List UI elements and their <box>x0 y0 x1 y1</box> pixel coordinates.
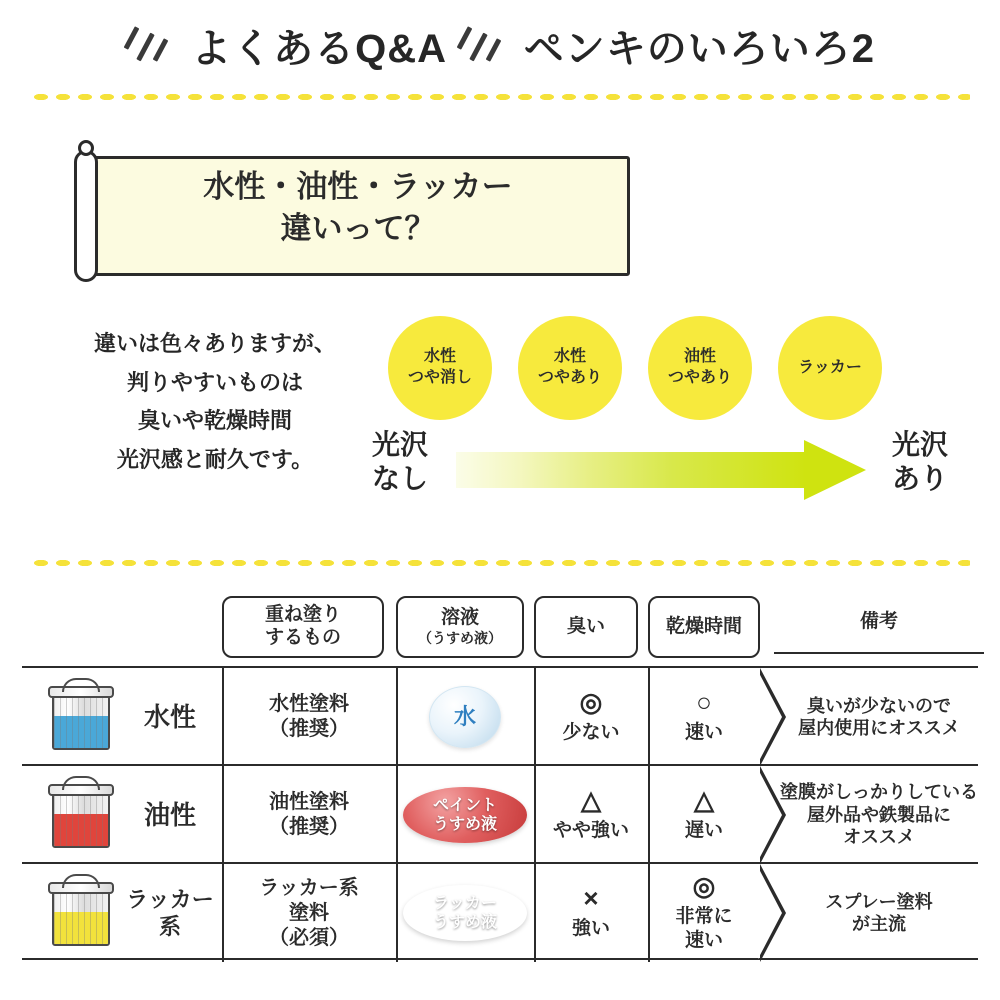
dry-mark-icon: △ <box>694 785 714 816</box>
row-0-dry-text: 速い <box>684 722 723 744</box>
explanation-line4: 光沢感と耐久です。 <box>116 446 314 472</box>
row-2-overcoat-line3: （必須） <box>269 926 349 949</box>
explanation-line1: 違いは色々ありますが、 <box>93 331 336 356</box>
row-0-overcoat-line2: （推奨） <box>269 718 349 740</box>
row-label: ラッカー系 <box>126 886 214 939</box>
table-header-solvent <box>396 596 524 658</box>
row-2-solvent-line2: うすめ液 <box>432 914 497 931</box>
table-header-row <box>22 596 978 666</box>
row-0-overcoat-line1: 水性塗料 <box>269 693 349 715</box>
row-remarks <box>774 864 984 962</box>
gloss-circle-0-line1: 水性 <box>423 348 456 366</box>
header-1-line1: 溶液 <box>440 607 479 629</box>
row-2-overcoat-line1: ラッカー系 <box>259 876 359 899</box>
gloss-arrow-head-icon <box>804 440 866 500</box>
header-0-line1: 重ね塗り <box>264 604 341 626</box>
row-0-remarks-line2: 屋内使用にオススメ <box>798 718 960 738</box>
gloss-circle-1-line2: つやあり <box>537 369 602 386</box>
row-label: 油性 <box>143 799 196 830</box>
explanation-line3: 臭いや乾燥時間 <box>137 408 292 433</box>
slash-decoration-icon <box>125 24 179 78</box>
row-2-dry-line1: 非常に <box>675 906 733 928</box>
gloss-left-line2: なし <box>371 462 428 494</box>
row-1-solvent-line1: ペイント <box>432 796 497 814</box>
header-3-line1: 乾燥時間 <box>665 615 742 637</box>
gloss-circle-0-line2: つや消し <box>407 369 472 386</box>
row-0-solvent-label: 水 <box>453 704 476 730</box>
scroll-banner <box>38 150 638 282</box>
remarks-underline <box>774 652 984 654</box>
paint-thinner-blob-icon <box>403 787 527 843</box>
table-row <box>22 666 978 764</box>
row-smell <box>534 864 648 962</box>
row-1-remarks-line3: オススメ <box>843 827 915 848</box>
row-overcoat <box>222 766 396 864</box>
gloss-right-line1: 光沢 <box>891 429 948 460</box>
gloss-gradient-bar <box>456 452 806 488</box>
row-2-overcoat-line2: 塗料 <box>289 901 329 924</box>
scroll-knob-icon <box>78 140 94 156</box>
smell-mark-icon: × <box>583 883 599 914</box>
row-1-smell-text: やや強い <box>552 820 629 842</box>
gloss-right-line2: あり <box>891 462 948 494</box>
explanation-line2: 判りやすいものは <box>126 369 303 395</box>
row-drytime <box>648 668 760 766</box>
scroll-banner-line1: 水性・油性・ラッカー <box>203 169 513 204</box>
header-title-left: よくあるQ&A <box>191 26 446 71</box>
slash-decoration-icon-2 <box>458 24 512 78</box>
gloss-label-none <box>352 428 448 495</box>
row-drytime <box>648 766 760 864</box>
row-remarks <box>774 766 984 864</box>
row-1-overcoat-line2: （推奨） <box>269 816 349 838</box>
row-smell <box>534 766 648 864</box>
scroll-banner-text <box>98 166 618 250</box>
row-1-dry-text: 遅い <box>684 820 723 842</box>
row-remarks <box>774 668 984 766</box>
paint-can-icon <box>48 780 114 850</box>
row-solvent <box>396 766 534 864</box>
gloss-circle-water-gloss <box>518 316 622 420</box>
table-row <box>22 862 978 960</box>
header-1-line2: （うすめ液） <box>418 630 502 646</box>
page-title <box>125 17 875 78</box>
smell-mark-icon: △ <box>581 785 601 816</box>
row-1-solvent-line2: うすめ液 <box>432 816 497 833</box>
row-2-dry-line2: 速い <box>684 930 723 951</box>
header-title-right: ペンキのいろいろ2 <box>523 26 876 71</box>
divider-top <box>30 92 970 102</box>
row-2-smell-text: 強い <box>571 918 610 940</box>
paint-can-icon <box>48 682 114 752</box>
table-header-smell <box>534 596 638 658</box>
gloss-circle-lacquer <box>778 316 882 420</box>
lacquer-thinner-blob-icon <box>403 885 527 941</box>
table-row <box>22 764 978 862</box>
row-solvent <box>396 668 534 766</box>
table-header-drytime <box>648 596 760 658</box>
dry-mark-icon: ◎ <box>692 871 716 902</box>
row-label: 水性 <box>143 701 196 732</box>
gloss-circle-2-line1: 油性 <box>683 348 716 366</box>
explanation-text <box>70 325 360 479</box>
row-1-remarks-line2: 屋外品や鉄製品に <box>807 804 951 825</box>
row-1-overcoat-line1: 油性塗料 <box>269 791 349 813</box>
gloss-circle-3-line1: ラッカー <box>798 358 862 376</box>
scroll-banner-line2: 違いって？ <box>280 210 436 246</box>
table-header-remarks: 備考 <box>859 611 898 632</box>
header-0-line2: するもの <box>264 627 341 648</box>
row-0-smell-text: 少ない <box>562 722 620 744</box>
row-0-remarks-line1: 臭いが少ないので <box>807 695 951 716</box>
row-smell <box>534 668 648 766</box>
row-2-remarks-line2: が主流 <box>852 914 906 934</box>
page-header <box>0 0 1000 95</box>
row-2-remarks-line1: スプレー塗料 <box>825 891 933 912</box>
gloss-circle-1-line1: 水性 <box>553 348 586 366</box>
row-drytime <box>648 864 760 962</box>
row-1-remarks-line1: 塗膜がしっかりしている <box>780 782 978 803</box>
smell-mark-icon: ◎ <box>579 687 603 718</box>
row-solvent <box>396 864 534 962</box>
gloss-label-yes <box>872 428 968 495</box>
row-overcoat <box>222 864 396 962</box>
gloss-left-line1: 光沢 <box>371 429 428 460</box>
gloss-circle-oil-gloss <box>648 316 752 420</box>
divider-middle <box>30 558 970 568</box>
row-overcoat <box>222 668 396 766</box>
water-drop-icon <box>429 686 501 748</box>
dry-mark-icon: ○ <box>696 687 712 718</box>
paint-can-icon <box>48 878 114 948</box>
header-2-line1: 臭い <box>566 615 605 637</box>
scroll-roll-icon <box>74 150 98 282</box>
comparison-table <box>22 596 978 960</box>
gloss-circle-water-matte <box>388 316 492 420</box>
gloss-gradient-arrow <box>456 440 868 500</box>
row-2-solvent-line1: ラッカー <box>433 894 497 912</box>
gloss-circle-2-line2: つやあり <box>667 369 732 386</box>
table-header-overcoat <box>222 596 384 658</box>
